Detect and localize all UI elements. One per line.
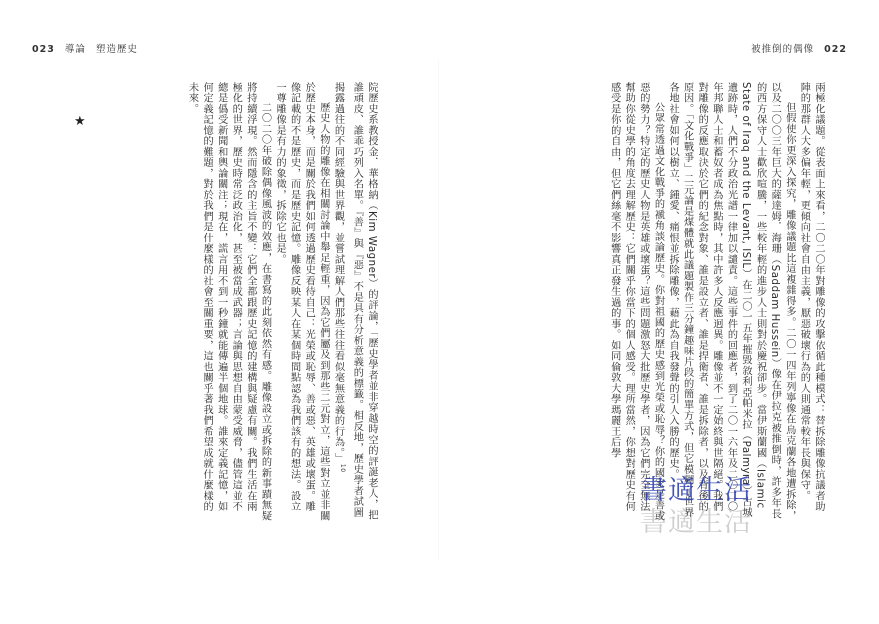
- header-title-left: 塑造歷史: [95, 44, 138, 55]
- paragraph: 二〇二〇年破除偶像風波的效應，在書寫的此刻依然有感。雕像設立或拆除的新事蹟無疑將持續浮現。然而隱含的主旨不變：它們全都跟歷史記憶的建構與疑慮有關。我們生活在兩極化的世界，歷史時常泛政治化，甚至被當成武器；言論與思想自由蒙受威脅，儘管這並不總是僞受新聞和輿論關注；現在，謊言用不到一秒鐘就能傳遍半個地球。誰來定義記憶，如何定義記憶的難題，對於我們是什麼樣的社會至關重要，這也關乎著我們希望成就什麼樣的未來。: [186, 82, 271, 522]
- paragraph: 公眾常透過文化戰爭的褫角談論歷史。你對祖國的歷史感到光榮或恥辱？你的國家是善或惡的勢力？特定的歷史人物是英雄或壞蛋？這些問題激怒大批歷史學者，因為它們完全無法幫助你從史學的角度去理解歷史：它們關乎你當下的個人感受。理所當然，你想對歷史有何感受是你的自由，但它們絲毫不影響真正發生過的事。如同倫敦大學瑪麗王后學: [608, 82, 664, 522]
- header-title-right: 被推倒的偶像: [751, 44, 815, 55]
- paragraph: [330, 82, 378, 522]
- watermark-reflection: [640, 500, 752, 539]
- page-number-left: 023: [32, 44, 55, 55]
- page-number-right: 022: [824, 44, 847, 55]
- watermark-secondary: 書適生活: [640, 507, 752, 538]
- left-page-text: [110, 82, 378, 522]
- header-left: [32, 41, 148, 55]
- star-ornament: ★: [74, 114, 86, 129]
- quote-text: 院歷史系教授金．華格納（Kim Wagner）的評論，「歷史學者並非穿越時空的評誕老人，把誰頑皮、誰乖巧列入名單。『善』與『惡』不是具有分析意義的標籤。相反地，歷史學者試圖揭露過往的不同經驗與世界觀，並嘗試理解人們那些往往看似毫無意義的行為。」: [332, 82, 377, 521]
- paragraph: 歷史人物的雕像在相關討論中舉足輕重，因為它們屬及到那些二元對立，這些對立並非關於歷史本身，而是關於我們如何透過歷史看待自己：光榮或恥辱、善或惡、英雄或壞蛋。雕像記載的不是歷史，而是歷史記憶。雕像反映某人在某個時間點認為我們該有的想法。設立一尊雕像是有力的象徵，拆除它也是。: [274, 82, 329, 522]
- paragraph: 但假使你更深入探究，雕像議題比這複雜得多。二〇一四年列寧像在烏克蘭各地遭拆除，以及二〇〇三年巨大的薩達姆．海珊（Saddam Hussein）像在伊拉克被推倒時，許多年長的西方保守人士歡欣喧騰，一些較年輕的進步人士則對於慶祝卻步。當伊斯蘭國（Islamic State of Iraq and the Levant, ISIL）在二〇一五年摧毀敘利亞帕米拉（Palmyra）古城遺跡時，人們不分政治光譜一律加以譴責。這些事件的回應者，到了二〇一六年及二〇二〇年邦聯人士和蓄奴者成為焦點時，其中許多人反應迥異。雕像並不一定始終與世隔絕。我們對雕像的反應取決於它們的紀念對象、誰是設立者、誰是捍衛者、誰是拆除者，以及背後的原因。「文化戰爭」二元論是煤體就此議題製作三分鐘趣味片段的簡單方式，但它模糊了世界各地社會如何以樹立、鍾愛、痛恨並拆除雕像，藉此為自我發聲的引人入勝的歷史。: [667, 82, 795, 522]
- watermark-primary: 書適生活: [640, 475, 752, 506]
- page-gutter: [438, 60, 439, 560]
- paragraph: 兩極化議題。從表面上來看，二〇二〇年對雕像的攻擊依循此種模式：替拆除雕像抗議者助陣的那群人大多偏年輕，更傾向社會自由主義，厭惡破壞行為的人則通常較年長與保守。: [798, 82, 824, 512]
- header-right: [741, 41, 847, 55]
- header-section: 導論: [64, 44, 86, 55]
- right-page-text: [510, 82, 825, 522]
- footnote-marker: 10: [338, 463, 346, 473]
